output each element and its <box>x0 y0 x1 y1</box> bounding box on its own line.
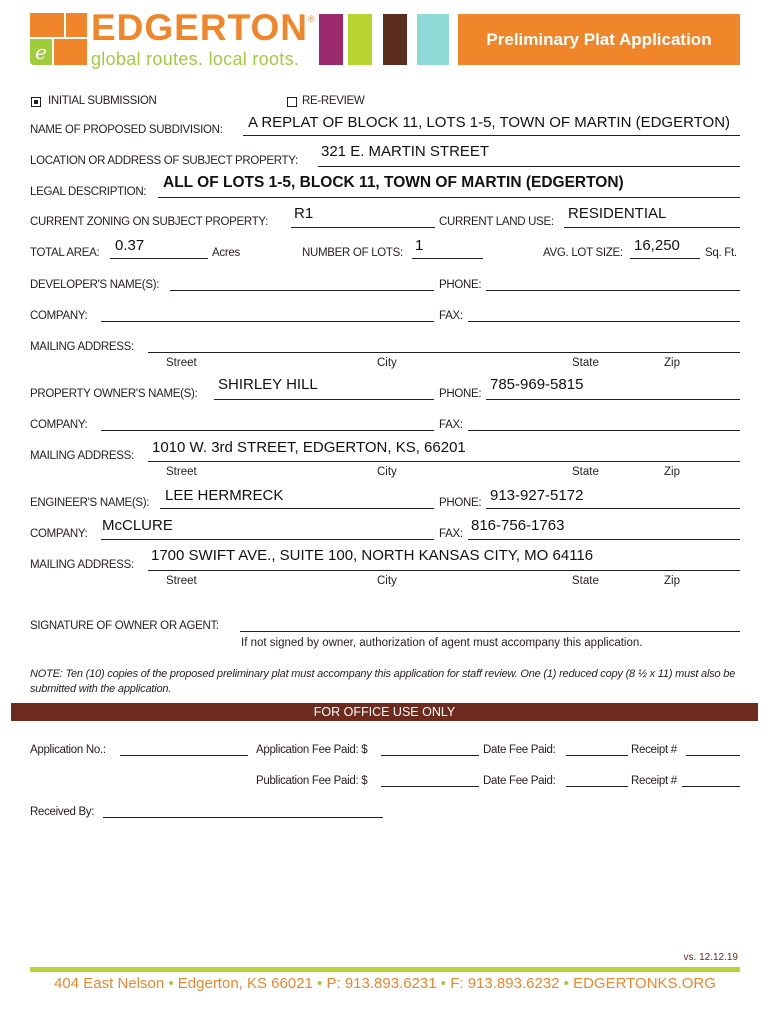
receipt-label: Receipt # <box>631 744 677 756</box>
footer-bullet: • <box>563 975 569 992</box>
location-field[interactable] <box>318 166 740 167</box>
developer-company-field[interactable] <box>101 321 434 322</box>
zoning-field[interactable] <box>291 227 435 228</box>
engineer-name-value: LEE HERMRECK <box>165 487 284 504</box>
address-state-label: State <box>572 575 599 587</box>
office-use-banner <box>11 703 758 721</box>
subdivision-field[interactable] <box>243 135 740 136</box>
logo-letter: e <box>35 40 47 64</box>
developer-company-label: COMPANY: <box>30 310 88 322</box>
total-area-label: TOTAL AREA: <box>30 247 100 259</box>
total-area-value: 0.37 <box>115 237 145 254</box>
legal-description-field[interactable] <box>158 197 740 198</box>
initial-submission-checkbox[interactable] <box>31 97 41 107</box>
developer-fax-field[interactable] <box>468 321 740 322</box>
engineer-mailing-label: MAILING ADDRESS: <box>30 559 134 571</box>
developer-phone-field[interactable] <box>486 290 740 291</box>
address-city-label: City <box>377 575 397 587</box>
footer-bullet: • <box>168 975 174 992</box>
address-state-label: State <box>572 466 599 478</box>
address-zip-label: Zip <box>664 357 680 369</box>
owner-fax-label: FAX: <box>439 419 463 431</box>
owner-fax-field[interactable] <box>468 430 740 431</box>
owner-mailing-field[interactable] <box>148 461 740 462</box>
address-zip-label: Zip <box>664 575 680 587</box>
application-no-field[interactable] <box>120 755 248 756</box>
number-of-lots-value: 1 <box>415 237 424 254</box>
address-street-label: Street <box>166 575 197 587</box>
logo-registered-mark: ® <box>308 14 315 24</box>
footer-fax: F: 913.893.6232 <box>450 975 560 992</box>
engineer-phone-field[interactable] <box>486 508 740 509</box>
address-street-label: Street <box>166 357 197 369</box>
engineer-phone-label: PHONE: <box>439 497 482 509</box>
engineer-fax-value: 816-756-1763 <box>471 517 565 534</box>
owner-mailing-label: MAILING ADDRESS: <box>30 450 134 462</box>
land-use-field[interactable] <box>564 227 740 228</box>
land-use-label: CURRENT LAND USE: <box>439 216 554 228</box>
received-by-field[interactable] <box>103 817 383 818</box>
brand-bar-lime <box>348 14 372 65</box>
avg-lot-size-label: AVG. LOT SIZE: <box>543 247 623 259</box>
owner-company-field[interactable] <box>101 430 434 431</box>
avg-lot-size-field[interactable] <box>630 258 700 259</box>
engineer-mailing-value: 1700 SWIFT AVE., SUITE 100, NORTH KANSAS CITY, MO 64116 <box>151 547 594 564</box>
subdivision-value: A REPLAT OF BLOCK 11, LOTS 1-5, TOWN OF MARTIN (EDGERTON) <box>248 114 731 131</box>
footer-phone: P: 913.893.6231 <box>326 975 437 992</box>
application-fee-label: Application Fee Paid: $ <box>256 744 368 756</box>
owner-mailing-value: 1010 W. 3rd STREET, EDGERTON, KS, 66201 <box>152 439 466 456</box>
engineer-phone-value: 913-927-5172 <box>490 487 584 504</box>
brand-bar-aqua <box>417 14 449 65</box>
engineer-fax-label: FAX: <box>439 528 463 540</box>
developer-mailing-label: MAILING ADDRESS: <box>30 341 134 353</box>
engineer-company-field[interactable] <box>101 539 434 540</box>
page-title: Preliminary Plat Application <box>486 30 712 49</box>
re-review-checkbox[interactable] <box>287 97 297 107</box>
number-of-lots-field[interactable] <box>412 258 483 259</box>
brand-bar-brown <box>383 14 407 65</box>
address-city-label: City <box>377 357 397 369</box>
engineer-name-field[interactable] <box>160 508 434 509</box>
signature-note: If not signed by owner, authorization of agent must accompany this application. <box>241 637 643 649</box>
footer-website-link[interactable]: EDGERTONKS.ORG <box>573 975 716 992</box>
address-state-label: State <box>572 357 599 369</box>
receipt-field-2[interactable] <box>682 786 740 787</box>
owner-company-label: COMPANY: <box>30 419 88 431</box>
footer-contact <box>0 975 770 992</box>
signature-field[interactable] <box>240 631 740 632</box>
date-fee-paid-label: Date Fee Paid: <box>483 744 556 756</box>
developer-phone-label: PHONE: <box>439 279 482 291</box>
version-label: vs. 12.12.19 <box>683 952 738 963</box>
owner-name-field[interactable] <box>214 399 434 400</box>
owner-phone-field[interactable] <box>486 399 740 400</box>
submission-note: NOTE: Ten (10) copies of the proposed preliminary plat must accompany this application for staff review. One (1) reduced copy (8 ½ x 11) must also be submitted with the application. <box>30 668 736 695</box>
land-use-value: RESIDENTIAL <box>568 205 667 222</box>
engineer-company-value: McCLURE <box>102 517 173 534</box>
developer-name-field[interactable] <box>170 290 434 291</box>
office-use-title: FOR OFFICE USE ONLY <box>313 705 456 719</box>
re-review-label: RE-REVIEW <box>302 95 365 107</box>
owner-name-value: SHIRLEY HILL <box>218 376 318 393</box>
tagline: global routes. local roots. <box>91 49 300 69</box>
footer-address: 404 East Nelson <box>54 975 165 992</box>
receipt-label-2: Receipt # <box>631 775 677 787</box>
application-fee-field[interactable] <box>381 755 479 756</box>
footer-city: Edgerton, KS 66021 <box>177 975 313 992</box>
publication-fee-field[interactable] <box>381 786 479 787</box>
zoning-value: R1 <box>294 205 314 222</box>
receipt-field[interactable] <box>686 755 740 756</box>
logo-name: EDGERTON <box>91 7 309 48</box>
location-label: LOCATION OR ADDRESS OF SUBJECT PROPERTY: <box>30 155 298 167</box>
date-fee-paid-label-2: Date Fee Paid: <box>483 775 556 787</box>
zoning-label: CURRENT ZONING ON SUBJECT PROPERTY: <box>30 216 269 228</box>
legal-description-label: LEGAL DESCRIPTION: <box>30 186 147 198</box>
owner-name-label: PROPERTY OWNER'S NAME(S): <box>30 388 198 400</box>
publication-fee-label: Publication Fee Paid: $ <box>256 775 368 787</box>
signature-label: SIGNATURE OF OWNER OR AGENT: <box>30 620 219 632</box>
location-value: 321 E. MARTIN STREET <box>321 143 490 160</box>
avg-lot-size-unit: Sq. Ft. <box>705 247 737 259</box>
date-fee-paid-field[interactable] <box>566 755 628 756</box>
address-street-label: Street <box>166 466 197 478</box>
developer-fax-label: FAX: <box>439 310 463 322</box>
brand-bar-magenta <box>319 14 343 65</box>
application-no-label: Application No.: <box>30 744 106 756</box>
avg-lot-size-value: 16,250 <box>634 237 680 254</box>
engineer-company-label: COMPANY: <box>30 528 88 540</box>
owner-phone-value: 785-969-5815 <box>490 376 584 393</box>
address-zip-label: Zip <box>664 466 680 478</box>
footer-rule <box>30 967 740 972</box>
legal-description-value: ALL OF LOTS 1-5, BLOCK 11, TOWN OF MARTIN (EDGERTON) <box>163 174 624 191</box>
total-area-unit: Acres <box>212 247 240 259</box>
owner-phone-label: PHONE: <box>439 388 482 400</box>
engineer-fax-field[interactable] <box>468 539 740 540</box>
developer-name-label: DEVELOPER'S NAME(S): <box>30 279 160 291</box>
number-of-lots-label: NUMBER OF LOTS: <box>302 247 403 259</box>
footer-bullet: • <box>440 975 447 992</box>
address-city-label: City <box>377 466 397 478</box>
total-area-field[interactable] <box>110 258 208 259</box>
engineer-mailing-field[interactable] <box>148 570 740 571</box>
footer-bullet: • <box>317 975 323 992</box>
subdivision-label: NAME OF PROPOSED SUBDIVISION: <box>30 124 223 136</box>
engineer-name-label: ENGINEER'S NAME(S): <box>30 497 150 509</box>
developer-mailing-field[interactable] <box>148 352 740 353</box>
received-by-label: Received By: <box>30 806 95 818</box>
initial-submission-label: INITIAL SUBMISSION <box>48 95 157 107</box>
date-fee-paid-field-2[interactable] <box>566 786 628 787</box>
title-banner <box>458 14 740 65</box>
